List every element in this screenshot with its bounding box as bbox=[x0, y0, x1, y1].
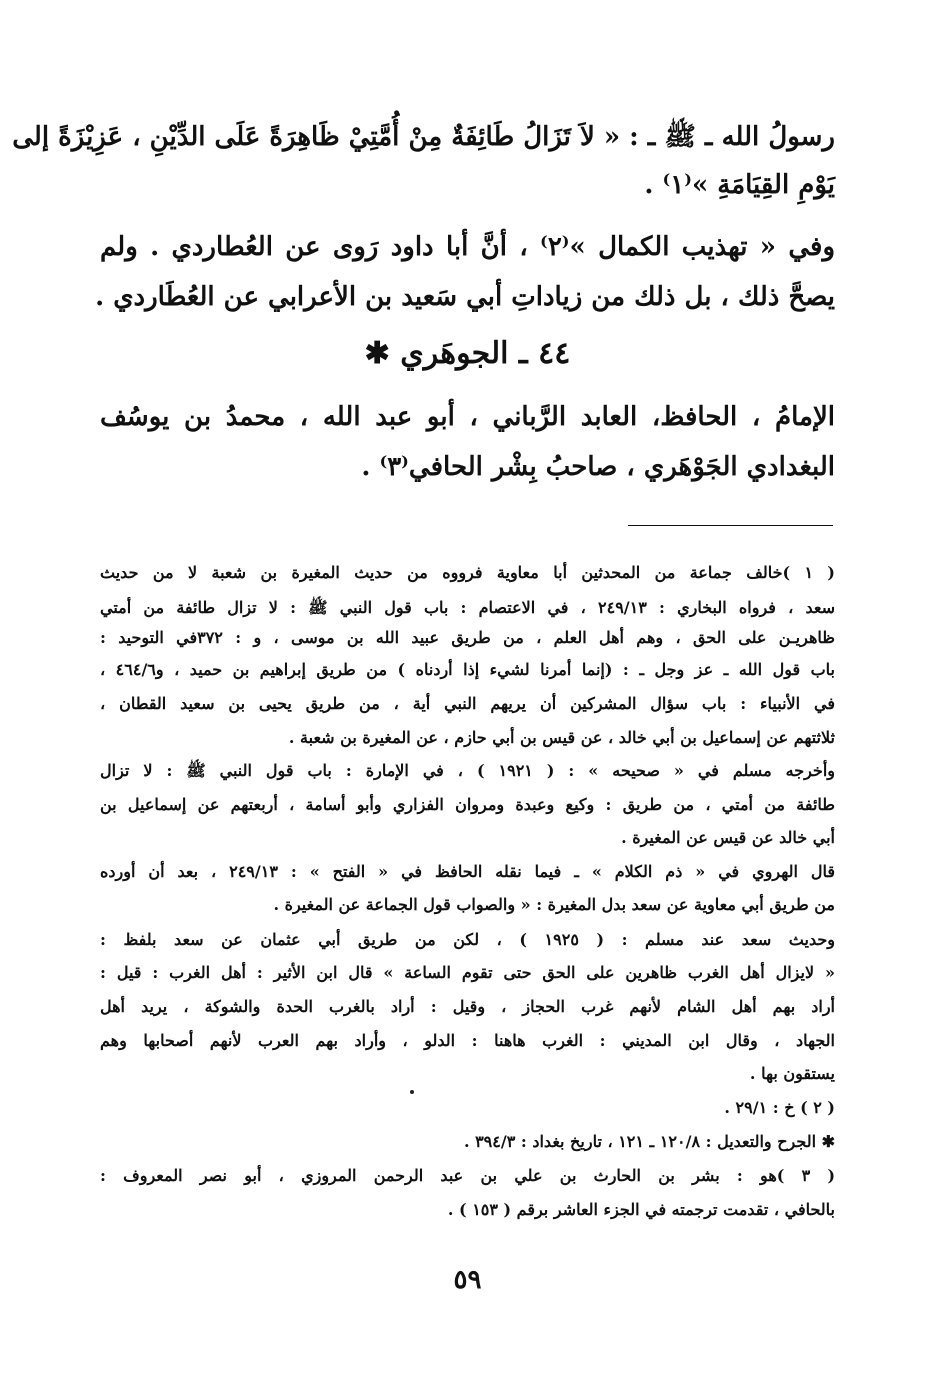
body-line-3: وفي « تهذيب الكمال »⁽٢⁾ ، أنَّ أبا داود رَوى عن العُطاردي . ولم bbox=[100, 232, 835, 262]
footnote-line: أراد بهم أهل الشام لأنهم غرب الحجاز ، وقيل : أراد بالغرب الحدة والشوكة ، يريد أهل bbox=[100, 997, 835, 1016]
footnote-line: « لايزال أهل الغرب ظاهرين على الحق حتى تقوم الساعة » قال ابن الأثير : أهل الغرب : قيل : bbox=[100, 963, 836, 982]
footnote-line: ( ١ )خالف جماعة من المحدثين أبا معاوية فرووه من حديث المغيرة بن شعبة لا من حديث bbox=[100, 563, 835, 582]
body-line-1: رسولُ الله ـ ﷺ ـ : « لاَ تَزَالُ طَائِفَةٌ مِنْ أُمَّتِيْ ظَاهِرَةً عَلَى الدِّيْنِ ، عَزِيْزَةً إلى bbox=[12, 122, 835, 152]
footnote-line: طائفة من أمتي ، من طريق : وكيع وعبدة ومروان الفزاري وأبو أسامة ، أربعتهم عن إسماعيل بن bbox=[100, 795, 835, 814]
footnote-line: قال الهروي في « ذم الكلام » ـ فيما نقله الحافظ في « الفتح » : ٢٤٩/١٣ ، بعد أن أورده bbox=[100, 862, 835, 881]
footnote-line: الجهاد ، وقال ابن المديني : الغرب هاهنا : الدلو ، وأراد بهم العرب لأنهم أصحابها وهم bbox=[100, 1031, 835, 1050]
page-number: ٥٩ bbox=[453, 1265, 482, 1295]
body-line-6: البغدادي الجَوْهَري ، صاحبُ بِشْر الحافي⁽٣⁾ . bbox=[361, 452, 835, 482]
footnote-separator bbox=[628, 525, 833, 526]
footnote-line: يستقون بها . bbox=[749, 1064, 835, 1083]
body-line-4: يصحَّ ذلك ، بل ذلك من زياداتِ أبي سَعيد بن الأعرابي عن العُطَاردي . bbox=[95, 282, 835, 312]
section-heading: ٤٤ ـ الجوهَري ✱ bbox=[364, 336, 571, 371]
footnote-line: من طريق أبي معاوية عن سعد بدل المغيرة : « والصواب قول الجماعة عن المغيرة . bbox=[273, 895, 835, 914]
footnote-line: ثلاثتهم عن إسماعيل بن أبي خالد ، عن قيس بن أبي حازم ، عن المغيرة بن شعبة . bbox=[288, 728, 835, 747]
footnote-line: في الأنبياء : باب سؤال المشركين أن يريهم النبي أية ، من طريق يحيى بن سعيد القطان ، bbox=[100, 694, 835, 713]
body-line-2: يَوْمِ القِيَامَةِ »⁽١⁾ . bbox=[644, 170, 835, 200]
footnote-line: وحديث سعد عند مسلم : ( ١٩٢٥ ) ، لكن من طريق أبي عثمان عن سعد بلفظ : bbox=[100, 930, 835, 949]
footnote-line: بالحافي ، تقدمت ترجمته في الجزء العاشر برقم ( ١٥٣ ) . bbox=[447, 1200, 835, 1219]
footnote-line: أبي خالد عن قيس عن المغيرة . bbox=[621, 828, 835, 847]
body-line-5: الإمامُ ، الحافظ، العابد الرَّباني ، أبو عبد الله ، محمدُ بن يوسُف bbox=[100, 402, 835, 432]
footnote-line: وأخرجه مسلم في « صحيحه » : ( ١٩٢١ ) ، في الإمارة : باب قول النبي ﷺ : لا تزال bbox=[100, 761, 835, 780]
footnote-line: ✱ الجرح والتعديل : ١٢٠/٨ ـ ١٢١ ، تاريخ بغداد : ٣٩٤/٣ . bbox=[463, 1132, 835, 1151]
print-speck bbox=[410, 1090, 414, 1094]
footnote-line: ( ٣ )هو : بشر بن الحارث بن علي بن عبد الرحمن المروزي ، أبو نصر المعروف : bbox=[100, 1166, 836, 1185]
footnote-line: ( ٢ ) خ : ٢٩/١ . bbox=[724, 1098, 835, 1117]
footnote-line: باب قول الله ـ عز وجل ـ : (إنما أمرنا لشيء إذا أردناه ) من طريق إبراهيم بن حميد ، و٤٦٤/٦ ، bbox=[100, 660, 836, 679]
footnote-line: سعد ، فرواه البخاري : ٢٤٩/١٣ ، في الاعتصام : باب قول النبي ﷺ : لا تزال طائفة من أمتي bbox=[100, 598, 836, 617]
footnote-line: ظاهريـن على الحق ، وهم أهل العلم ، من طريق عبيد الله بن موسى ، و : ٣٧٢في التوحيد : bbox=[100, 628, 835, 647]
